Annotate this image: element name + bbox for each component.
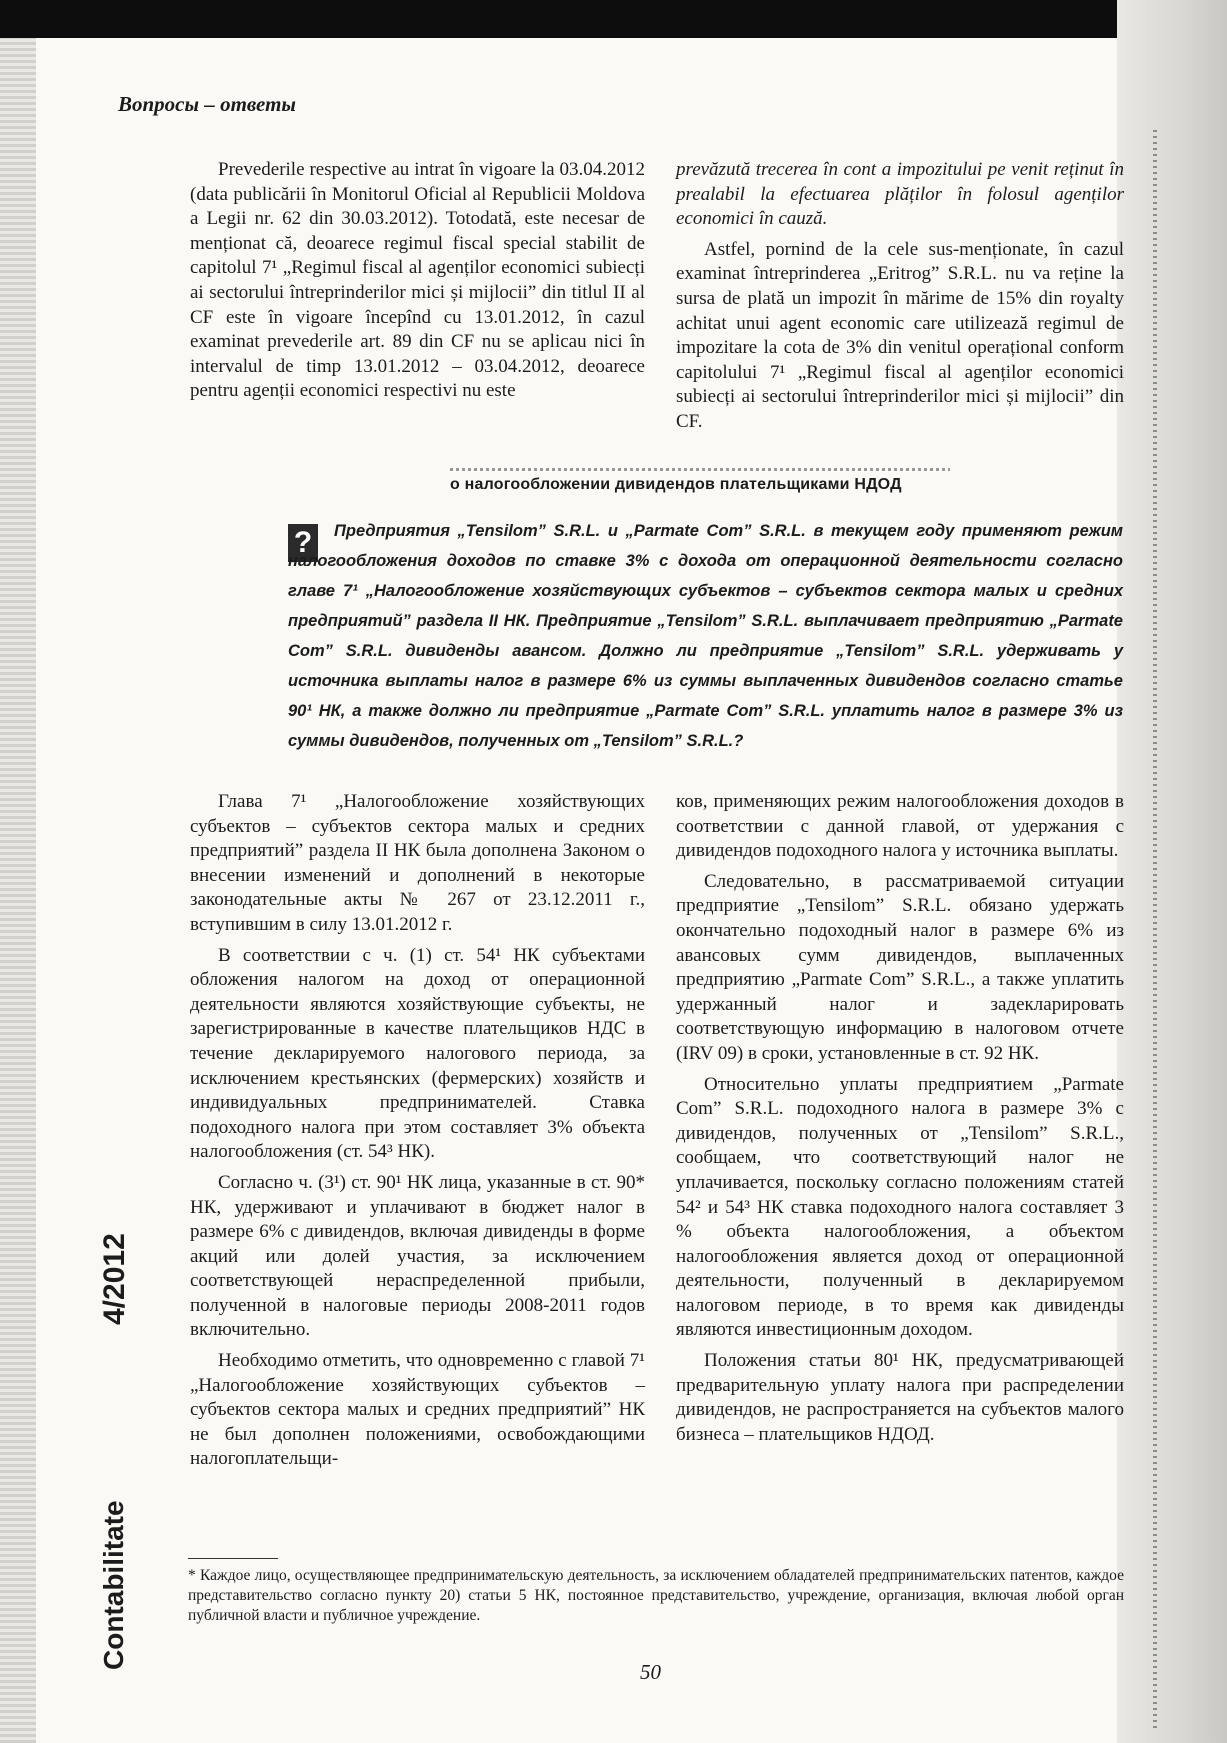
binding-dots <box>1153 130 1157 1730</box>
footnote: * Каждое лицо, осуществляющее предпринимательскую деятельность, за исключением обладателей предпринимательских патентов, каждое представительство согласно пункту 20) статьи 5 НК, постоянное представительство, учреждение, организация, включая любой орган публичной власти и публичное учреждение. <box>188 1567 1124 1624</box>
scan-top-edge <box>0 0 1227 38</box>
question-text: Предприятия „Tensilom” S.R.L. и „Parmate Com” S.R.L. в текущем году применяют режим налогообложения доходов по ставке 3% с дохода от операционной деятельности согласно главе 7¹ „Налогообложение хозяйствующих субъектов – субъектов сектора малых и средних предприятий” раздела II НК. Предприятие „Tensilom” S.R.L. выплачивает предприятию „Parmate Com” S.R.L. дивиденды авансом. Должно ли предприятие „Tensilom” S.R.L. удерживать у источника выплаты налог в размере 6% из суммы выплаченных дивидендов согласно статье 90¹ НК, а также должно ли предприятие „Parmate Com” S.R.L. уплатить налог в размере 3% из суммы дивидендов, полученных от „Tensilom” S.R.L.? <box>288 522 1123 750</box>
magazine-issue: 4/2012 <box>98 1233 131 1325</box>
page-number: 50 <box>640 1660 661 1684</box>
scan-left-edge <box>0 38 36 1743</box>
column-top-left <box>190 158 645 410</box>
paragraph: ков, применяющих режим налогообложения доходов в соответствии с данной главой, от удержания с дивидендов подоходного налога у источника выплаты. <box>676 791 1124 862</box>
scan-right-edge <box>1117 0 1227 1743</box>
paragraph: В соответствии с ч. (1) ст. 54¹ НК субъектами обложения налогом на доход от операционной деятельности являются хозяйствующие субъекты, не зарегистрированные в качестве плательщиков НДС в течение декларируемого налогового периода, за исключением крестьянских (фермерских) хозяйств и индивидуальных предпринимателей. Ставка подоходного налога при этом составляет 3% объекта налогообложения (ст. 54³ НК). <box>190 944 645 1163</box>
section-label: Вопросы – ответы <box>118 92 296 116</box>
topic-title: о налогообложении дивидендов плательщиками НДОД <box>450 476 902 493</box>
paragraph: Относительно уплаты предприятием „Parmate Com” S.R.L. подоходного налога в размере 3% с дивидендов, полученных от „Tensilom” S.R.L., сообщаем, что соответствующий налог не уплачивается, поскольку согласно положениям статей 54² и 54³ НК ставка подоходного налога составляет 3 % объекта налогообложения, а объектом налогообложения является доход от операционной деятельности, полученный в декларируемом налоговом периоде, в то время как дивиденды являются инвестиционным доходом. <box>676 1073 1124 1341</box>
column-top-right <box>676 158 1124 441</box>
magazine-spine <box>98 1150 138 1670</box>
paragraph: prevăzută trecerea în cont a impozitului pe venit reținut în prealabil la efectuarea plăților în folosul agenților economici în cauză. <box>676 159 1124 230</box>
topic-divider <box>450 468 950 471</box>
footnote-divider <box>188 1558 278 1559</box>
paragraph: Глава 7¹ „Налогообложение хозяйствующих субъектов – субъектов сектора малых и средних предприятий” раздела II НК была дополнена Законом о внесении изменений и дополнений в некоторые законодательные акты № 267 от 23.12.2011 г., вступившим в силу 13.01.2012 г. <box>190 791 645 935</box>
paragraph: Необходимо отметить, что одновременно с главой 7¹ „Налогообложение хозяйствующих субъектов – субъектов сектора малых и средних предприятий” НК не был дополнен положениями, освобождающими налогоплательщи- <box>190 1350 645 1470</box>
paragraph: Следовательно, в рассматриваемой ситуации предприятие „Tensilom” S.R.L. обязано удержать окончательно подоходный налог в размере 6% из авансовых сумм дивидендов, выплаченных предприятию „Parmate Com” S.R.L., а также уплатить удержанный налог и задекларировать соответствующую информацию в налоговом отчете (IRV 09) в сроки, установленные в ст. 92 НК. <box>676 870 1124 1064</box>
paragraph: Положения статьи 80¹ НК, предусматривающей предварительную уплату налога при распределении дивидендов, не распространяется на субъектов малого бизнеса – плательщиков НДОД. <box>676 1350 1124 1445</box>
magazine-name: Contabilitate <box>98 1500 129 1670</box>
column-bottom-left <box>190 790 645 1478</box>
paragraph: Astfel, pornind de la cele sus-menționate, în cazul examinat întreprinderea „Eritrog” S.R.L. nu va reține la sursa de plată un impozit în mărime de 15% din royalty achitat unui agent economic care utilizează regimul de impozitare la cota de 3% din venitul operațional conform capitolului 7¹ „Regimul fiscal al agenților economici subiecți ai sectorului întreprinderilor mici și mijlocii” din CF. <box>676 238 1124 432</box>
question-mark-icon: ? <box>288 524 318 562</box>
column-bottom-right <box>676 790 1124 1453</box>
paragraph: Согласно ч. (3¹) ст. 90¹ НК лица, указанные в ст. 90* НК, удерживают и уплачивают в бюджет налог в размере 6% с дивидендов, включая дивиденды в форме акций или долей участия, за исключением соответствующей нераспределенной прибыли, полученной в налоговые периоды 2008-2011 годов включительно. <box>190 1171 645 1341</box>
paragraph: Prevederile respective au intrat în vigoare la 03.04.2012 (data publicării în Monitorul Oficial al Republicii Moldova a Legii nr. 62 din 30.03.2012). Totodată, este necesar de menționat că, deoarece regimul fiscal special stabilit de capitolul 7¹ „Regimul fiscal al agenților economici subiecți ai sectorului întreprinderilor mici și mijlocii” din titlul II al CF este în vigoare începînd cu 13.01.2012, în cazul examinat prevederile art. 89 din CF nu se aplicau nici în intervalul de timp 13.01.2012 – 03.04.2012, deoarece pentru agenții economici respectivi nu este <box>190 159 645 402</box>
